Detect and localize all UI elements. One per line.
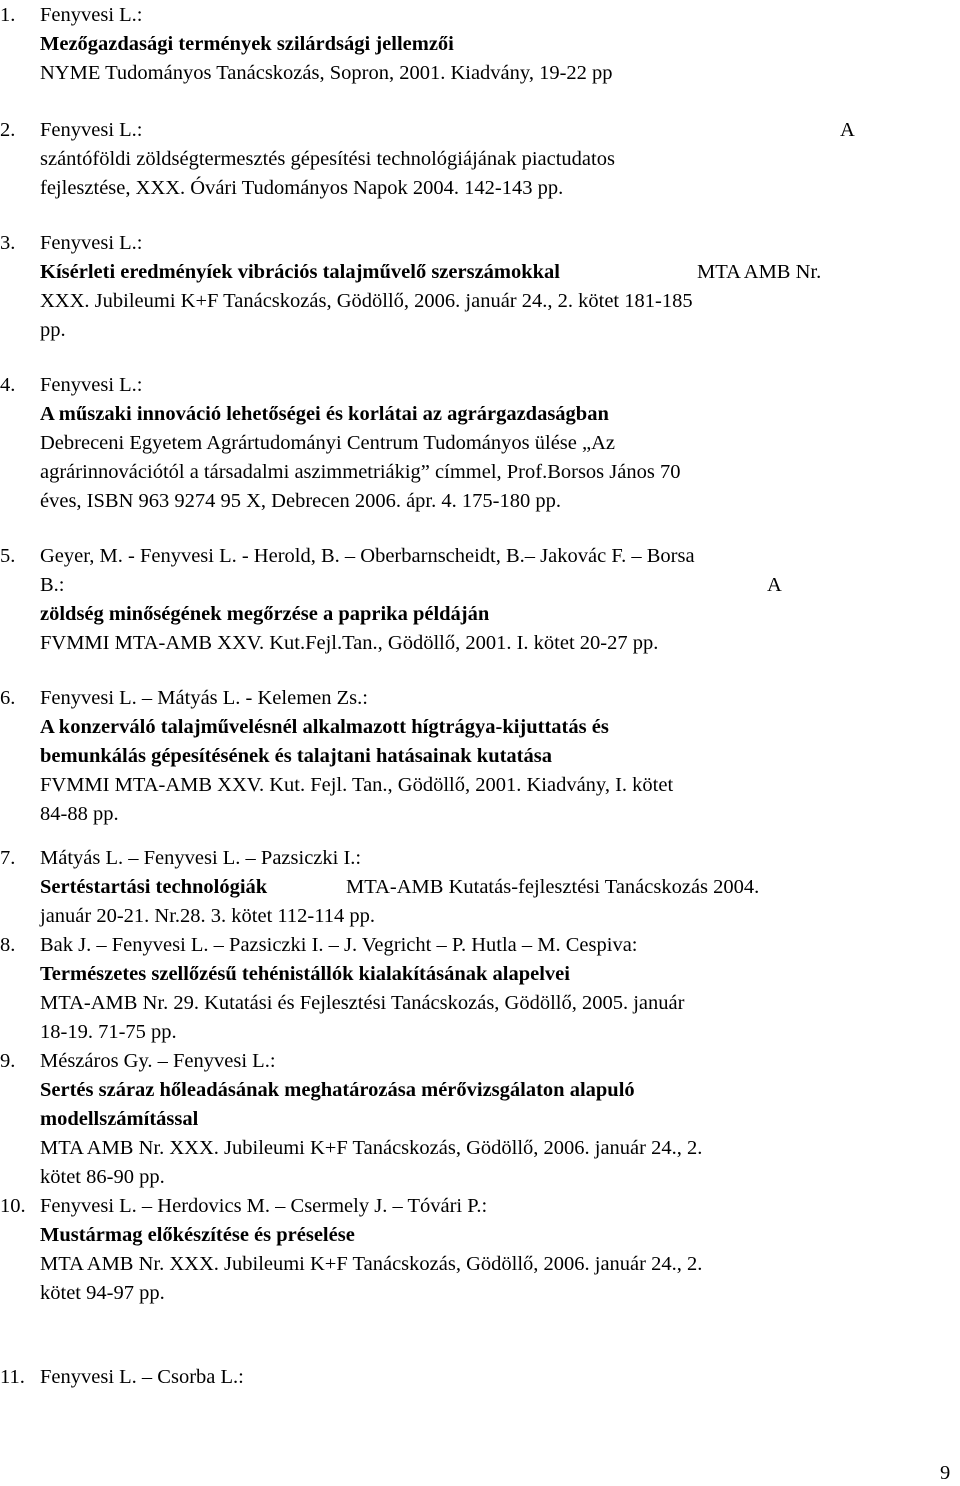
entry-number: 5. [0, 545, 16, 567]
entry-title: A műszaki innováció lehetőségei és korlátai az agrárgazdaságban [40, 403, 609, 425]
entry-source: kötet 86-90 pp. [40, 1166, 165, 1188]
entry-source: pp. [40, 319, 66, 341]
entry-authors: Mátyás L. – Fenyvesi L. – Pazsiczki I.: [40, 847, 362, 869]
entry-authors: Fenyvesi L.: [40, 119, 143, 141]
entry-source: MTA AMB Nr. [697, 261, 822, 283]
entry-source: MTA AMB Nr. XXX. Jubileumi K+F Tanácskozás, Gödöllő, 2006. január 24., 2. [40, 1253, 703, 1275]
entry-title: fejlesztése, XXX. Óvári Tudományos Napok 2004. 142-143 pp. [40, 177, 564, 199]
entry-title: modellszámítással [40, 1108, 199, 1130]
entry-number: 8. [0, 934, 16, 956]
entry-title-article: A [767, 574, 782, 596]
entry-source: kötet 94-97 pp. [40, 1282, 165, 1304]
entry-source: MTA-AMB Nr. 29. Kutatási és Fejlesztési Tanácskozás, Gödöllő, 2005. január [40, 992, 685, 1014]
entry-source: FVMMI MTA-AMB XXV. Kut.Fejl.Tan., Gödöllő, 2001. I. kötet 20-27 pp. [40, 632, 659, 654]
entry-source: MTA AMB Nr. XXX. Jubileumi K+F Tanácskozás, Gödöllő, 2006. január 24., 2. [40, 1137, 703, 1159]
entry-title: Sertés száraz hőleadásának meghatározása mérővizsgálaton alapuló [40, 1079, 635, 1101]
entry-source: január 20-21. Nr.28. 3. kötet 112-114 pp. [40, 905, 375, 927]
page-number: 9 [940, 1462, 951, 1484]
entry-number: 10. [0, 1195, 26, 1217]
entry-authors: Geyer, M. - Fenyvesi L. - Herold, B. – Oberbarnscheidt, B.– Jakovác F. – Borsa [40, 545, 695, 567]
entry-title: Sertéstartási technológiák [40, 876, 268, 898]
entry-number: 1. [0, 4, 16, 26]
entry-authors: Fenyvesi L.: [40, 4, 143, 26]
entry-number: 7. [0, 847, 16, 869]
entry-source: 84-88 pp. [40, 803, 119, 825]
entry-title: Természetes szellőzésű tehénistállók kialakításának alapelvei [40, 963, 570, 985]
entry-source: NYME Tudományos Tanácskozás, Sopron, 2001. Kiadvány, 19-22 pp [40, 62, 613, 84]
entry-title: bemunkálás gépesítésének és talajtani hatásainak kutatása [40, 745, 552, 767]
entry-source: éves, ISBN 963 9274 95 X, Debrecen 2006. ápr. 4. 175-180 pp. [40, 490, 561, 512]
entry-title: Mustármag előkészítése és préselése [40, 1224, 355, 1246]
entry-source: 18-19. 71-75 pp. [40, 1021, 177, 1043]
entry-number: 9. [0, 1050, 16, 1072]
entry-title-article: A [840, 119, 855, 141]
entry-title: A konzerváló talajművelésnél alkalmazott hígtrágya-kijuttatás és [40, 716, 609, 738]
entry-source: XXX. Jubileumi K+F Tanácskozás, Gödöllő, 2006. január 24., 2. kötet 181-185 [40, 290, 693, 312]
entry-title: Kísérleti eredményíek vibrációs talajművelő szerszámokkal [40, 261, 560, 283]
entry-authors: Mészáros Gy. – Fenyvesi L.: [40, 1050, 276, 1072]
entry-authors: Fenyvesi L. – Herdovics M. – Csermely J. – Tóvári P.: [40, 1195, 488, 1217]
entry-number: 4. [0, 374, 16, 396]
entry-authors: Bak J. – Fenyvesi L. – Pazsiczki I. – J. Vegricht – P. Hutla – M. Cespiva: [40, 934, 638, 956]
entry-source: MTA-AMB Kutatás-fejlesztési Tanácskozás 2004. [346, 876, 760, 898]
entry-number: 6. [0, 687, 16, 709]
entry-title: zöldség minőségének megőrzése a paprika példáján [40, 603, 490, 625]
entry-title: szántóföldi zöldségtermesztés gépesítési technológiájának piactudatos [40, 148, 615, 170]
entry-number: 2. [0, 119, 16, 141]
entry-title: Mezőgazdasági termények szilárdsági jellemzői [40, 33, 454, 55]
entry-number: 3. [0, 232, 16, 254]
entry-authors: B.: [40, 574, 65, 596]
entry-number: 11. [0, 1366, 25, 1388]
entry-source: agrárinnovációtól a társadalmi aszimmetriákig” címmel, Prof.Borsos János 70 [40, 461, 681, 483]
entry-authors: Fenyvesi L.: [40, 374, 143, 396]
entry-authors: Fenyvesi L.: [40, 232, 143, 254]
entry-authors: Fenyvesi L. – Mátyás L. - Kelemen Zs.: [40, 687, 368, 709]
entry-source: Debreceni Egyetem Agrártudományi Centrum Tudományos ülése „Az [40, 432, 616, 454]
entry-source: FVMMI MTA-AMB XXV. Kut. Fejl. Tan., Gödöllő, 2001. Kiadvány, I. kötet [40, 774, 674, 796]
entry-authors: Fenyvesi L. – Csorba L.: [40, 1366, 244, 1388]
